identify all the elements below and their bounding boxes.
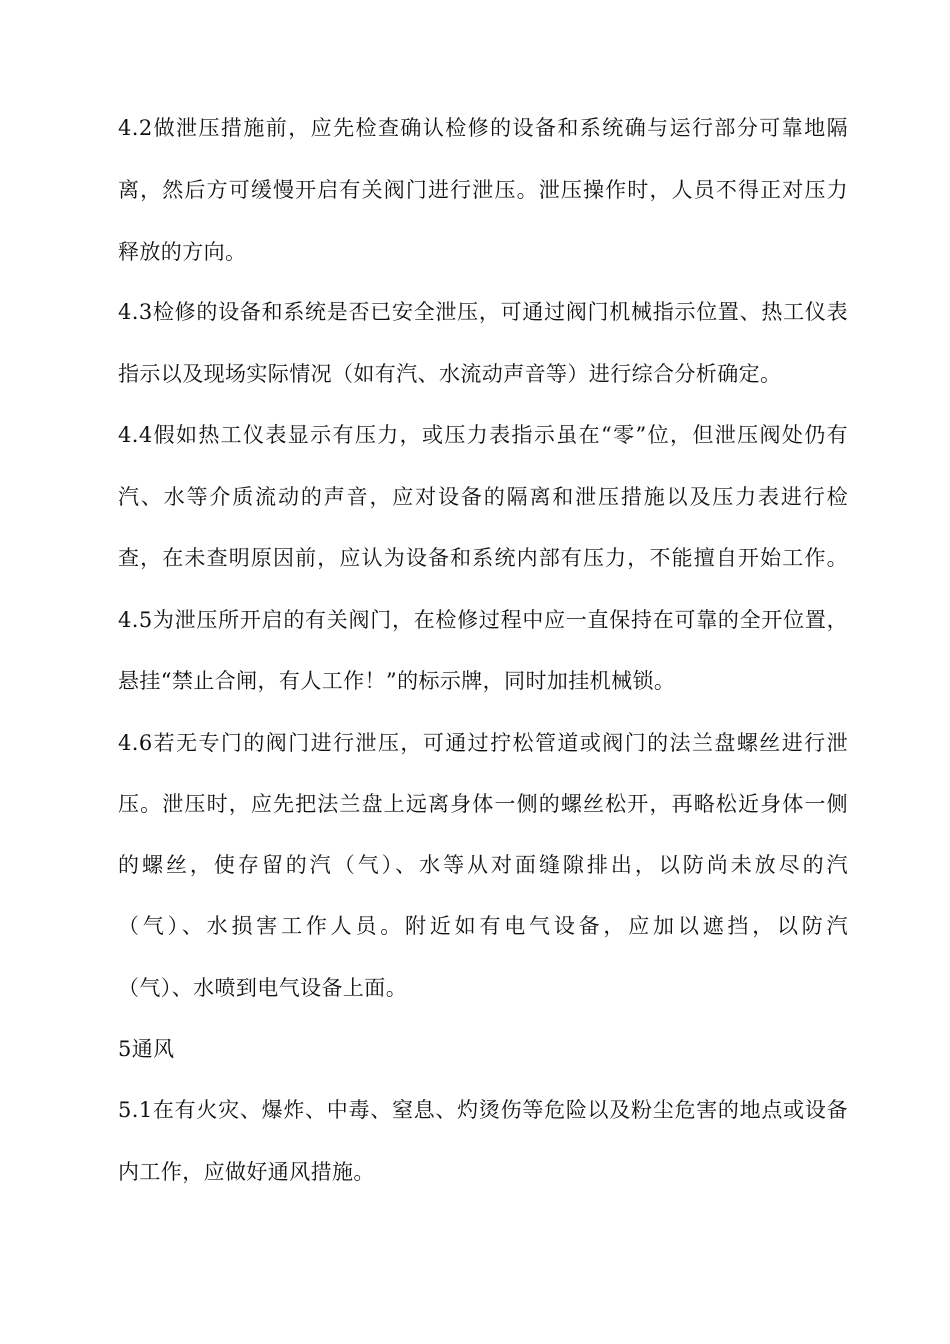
paragraph-4-4-line-2: 汽、水等介质流动的声音，应对设备的隔离和泄压措施以及压力表进行检 <box>118 485 848 509</box>
section-5-heading: 5通风 <box>118 1037 175 1061</box>
paragraph-4-4-line-1: 4.4假如热工仪表显示有压力，或压力表指示虽在“零”位，但泄压阀处仍有 <box>118 423 848 447</box>
paragraph-4-5-line-1: 4.5为泄压所开启的有关阀门，在检修过程中应一直保持在可靠的全开位置， <box>118 608 848 632</box>
paragraph-4-6-line-5: （气）、水喷到电气设备上面。 <box>118 976 408 1000</box>
paragraph-4-3-line-2: 指示以及现场实际情况（如有汽、水流动声音等）进行综合分析确定。 <box>118 362 782 386</box>
paragraph-4-6-line-1: 4.6若无专门的阀门进行泄压，可通过拧松管道或阀门的法兰盘螺丝进行泄 <box>118 731 848 755</box>
paragraph-4-2-line-2: 离，然后方可缓慢开启有关阀门进行泄压。泄压操作时，人员不得正对压力 <box>118 178 848 202</box>
paragraph-5-1-line-2: 内工作，应做好通风措施。 <box>118 1160 375 1184</box>
paragraph-4-2-line-1: 4.2做泄压措施前，应先检查确认检修的设备和系统确与运行部分可靠地隔 <box>118 116 848 140</box>
paragraph-5-1-line-1: 5.1在有火灾、爆炸、中毒、窒息、灼烫伤等危险以及粉尘危害的地点或设备 <box>118 1098 848 1122</box>
paragraph-4-6-line-2: 压。泄压时，应先把法兰盘上远离身体一侧的螺丝松开，再略松近身体一侧 <box>118 792 848 816</box>
paragraph-4-6-line-3: 的螺丝，使存留的汽（气）、水等从对面缝隙排出，以防尚未放尽的汽 <box>118 853 848 877</box>
paragraph-4-6-line-4: （气）、水损害工作人员。附近如有电气设备，应加以遮挡，以防汽 <box>118 914 848 938</box>
paragraph-4-4-line-3: 查，在未查明原因前，应认为设备和系统内部有压力，不能擅自开始工作。 <box>118 546 848 570</box>
paragraph-4-2-line-3: 释放的方向。 <box>118 240 247 264</box>
paragraph-4-3-line-1: 4.3检修的设备和系统是否已安全泄压，可通过阀门机械指示位置、热工仪表 <box>118 300 848 324</box>
paragraph-4-5-line-2: 悬挂“禁止合闸，有人工作！”的标示牌，同时加挂机械锁。 <box>118 669 676 693</box>
